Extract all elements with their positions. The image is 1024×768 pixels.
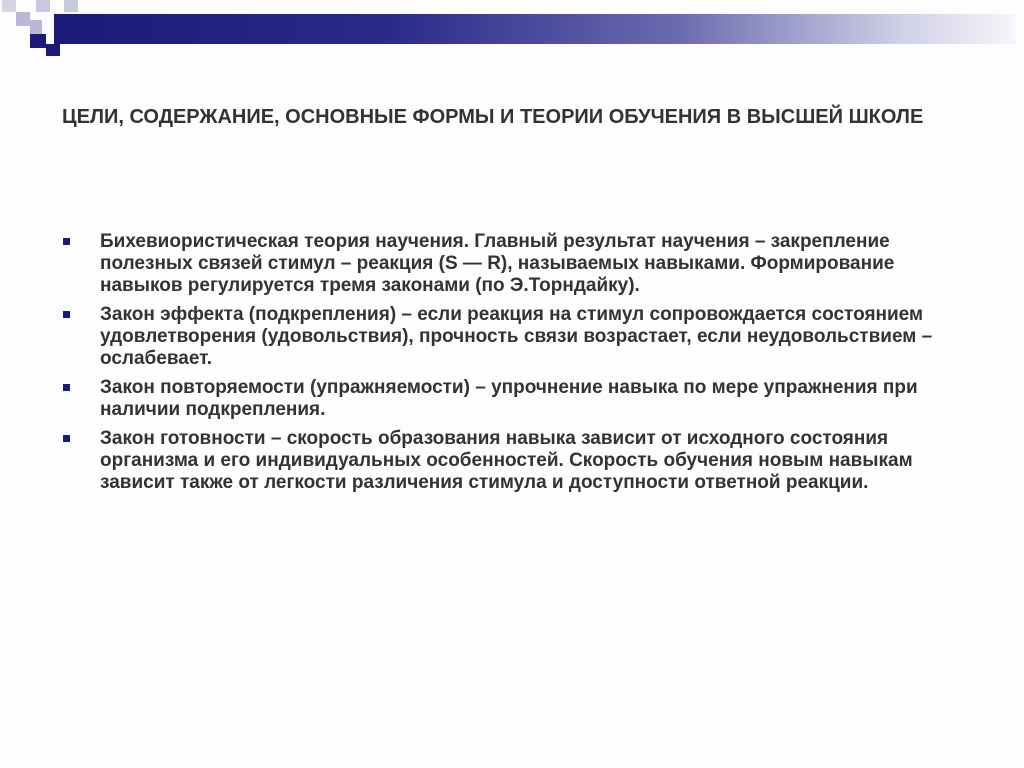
list-item bbox=[63, 304, 963, 370]
list-item bbox=[63, 377, 963, 421]
bullet-text: Закон готовности – скорость образования навыка зависит от исходного состояния организма и его индивидуальных особенностей. Скорость обучения новым навыкам зависит также от легкости различения стимула и доступности ответной реакции. bbox=[100, 428, 913, 493]
bullet-list bbox=[63, 231, 963, 501]
bullet-text: Бихевиористическая теория научения. Главный результат научения – закрепление полезных связей стимул – реакция (S — R), называемых навыками. Формирование навыков регулируется тремя законами (по Э.Торндайку). bbox=[100, 231, 895, 296]
bullet-text: Закон повторяемости (упражняемости) – упрочнение навыка по мере упражнения при наличии подкрепления. bbox=[100, 377, 918, 420]
bullet-text: Закон эффекта (подкрепления) – если реакция на стимул сопровождается состоянием удовлетворения (удовольствия), прочность связи возрастает, если неудовольствием – ослабевает. bbox=[100, 304, 933, 369]
list-item bbox=[63, 231, 963, 297]
slide-title: ЦЕЛИ, СОДЕРЖАНИЕ, ОСНОВНЫЕ ФОРМЫ И ТЕОРИИ ОБУЧЕНИЯ В ВЫСШЕЙ ШКОЛЕ bbox=[62, 106, 924, 128]
bullet-square-icon bbox=[63, 311, 70, 318]
bullet-square-icon bbox=[63, 384, 70, 391]
bullet-square-icon bbox=[63, 238, 70, 245]
header-gradient-bar bbox=[54, 14, 1016, 44]
bullet-square-icon bbox=[63, 435, 70, 442]
list-item bbox=[63, 428, 963, 494]
